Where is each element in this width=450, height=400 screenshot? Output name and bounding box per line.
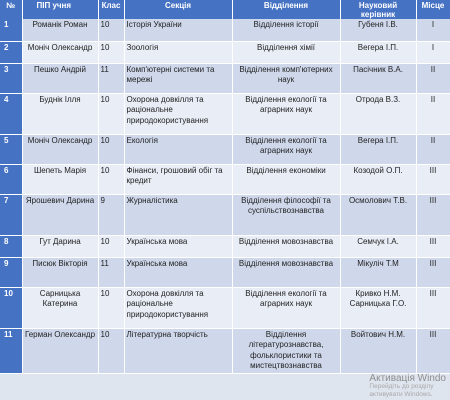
cell-grade: 10	[98, 287, 124, 328]
cell-num: 4	[0, 93, 22, 134]
cell-teacher: Семчук І.А.	[340, 235, 416, 257]
cell-teacher: Осмолович Т.В.	[340, 194, 416, 235]
cell-teacher: Вегера І.П.	[340, 134, 416, 164]
cell-section: Літературна творчість	[124, 328, 232, 373]
cell-place: II	[416, 63, 450, 93]
cell-section: Охорона довкілля та раціональне природокористування	[124, 93, 232, 134]
table-row	[0, 93, 450, 134]
header-section: Секція	[124, 0, 232, 19]
header-dept: Відділення	[232, 0, 340, 19]
cell-teacher: Козодой О.П.	[340, 164, 416, 194]
cell-grade: 10	[98, 134, 124, 164]
cell-name: Буднік Ілля	[22, 93, 98, 134]
cell-num: 10	[0, 287, 22, 328]
cell-teacher: Мікуліч Т.М	[340, 257, 416, 287]
cell-num: 1	[0, 19, 22, 41]
cell-section: Українська мова	[124, 257, 232, 287]
cell-num: 6	[0, 164, 22, 194]
table-row	[0, 164, 450, 194]
cell-dept: Відділення мовознавства	[232, 235, 340, 257]
cell-grade: 10	[98, 93, 124, 134]
cell-num: 8	[0, 235, 22, 257]
header-row	[0, 0, 450, 19]
cell-num: 3	[0, 63, 22, 93]
cell-dept: Відділення комп'ютерних наук	[232, 63, 340, 93]
cell-dept: Відділення мовознавства	[232, 257, 340, 287]
cell-name: Сарницька Катерина	[22, 287, 98, 328]
header-name: ПІП учня	[22, 0, 98, 19]
table-row	[0, 63, 450, 93]
cell-teacher: Губеня І.В.	[340, 19, 416, 41]
cell-dept: Відділення екології та аграрних наук	[232, 134, 340, 164]
cell-name: Романік Роман	[22, 19, 98, 41]
table-row	[0, 19, 450, 41]
cell-place: III	[416, 257, 450, 287]
cell-grade: 10	[98, 41, 124, 63]
cell-grade: 9	[98, 194, 124, 235]
cell-name: Гут Дарина	[22, 235, 98, 257]
cell-teacher: Отрода В.З.	[340, 93, 416, 134]
header-teacher: Науковий керівник	[340, 0, 416, 19]
cell-place: II	[416, 93, 450, 134]
watermark-line-1: Перейдіть до розділу	[369, 383, 434, 390]
cell-place: III	[416, 164, 450, 194]
cell-teacher: Пасічник В.А.	[340, 63, 416, 93]
header-place: Місце	[416, 0, 450, 19]
cell-section: Екологія	[124, 134, 232, 164]
cell-dept: Відділення хімії	[232, 41, 340, 63]
cell-name: Писюк Вікторія	[22, 257, 98, 287]
cell-section: Журналістика	[124, 194, 232, 235]
cell-section: Зоологія	[124, 41, 232, 63]
cell-teacher: Кривко Н.М. Сарницька Г.О.	[340, 287, 416, 328]
cell-dept: Відділення екології та аграрних наук	[232, 287, 340, 328]
cell-place: III	[416, 194, 450, 235]
cell-section: Фінанси, грошовий обіг та кредит	[124, 164, 232, 194]
cell-place: I	[416, 41, 450, 63]
cell-section: Охорона довкілля та раціональне природокористування	[124, 287, 232, 328]
cell-section: Комп'ютерні системи та мережі	[124, 63, 232, 93]
cell-name: Шепеть Марія	[22, 164, 98, 194]
cell-name: Моніч Олександр	[22, 41, 98, 63]
cell-name: Пешко Андрій	[22, 63, 98, 93]
cell-name: Моніч Олександр	[22, 134, 98, 164]
cell-grade: 10	[98, 19, 124, 41]
cell-dept: Відділення історії	[232, 19, 340, 41]
cell-num: 5	[0, 134, 22, 164]
cell-teacher: Вегера І.П.	[340, 41, 416, 63]
header-num: №	[0, 0, 22, 19]
cell-num: 7	[0, 194, 22, 235]
cell-place: III	[416, 287, 450, 328]
cell-dept: Відділення літературознавства, фольклористики та мистецтвознавства	[232, 328, 340, 373]
table-row	[0, 257, 450, 287]
cell-name: Ярошевич Дарина	[22, 194, 98, 235]
cell-section: Історія України	[124, 19, 232, 41]
windows-activation-watermark	[369, 374, 446, 398]
cell-num: 11	[0, 328, 22, 373]
table-row	[0, 41, 450, 63]
header-grade: Клас	[98, 0, 124, 19]
table-row	[0, 134, 450, 164]
cell-grade: 10	[98, 164, 124, 194]
watermark-line-2: активувати Windows.	[369, 390, 433, 398]
table-row	[0, 235, 450, 257]
cell-grade: 11	[98, 63, 124, 93]
cell-place: III	[416, 235, 450, 257]
cell-grade: 10	[98, 235, 124, 257]
table-row	[0, 328, 450, 373]
cell-grade: 11	[98, 257, 124, 287]
cell-dept: Відділення економіки	[232, 164, 340, 194]
cell-grade: 10	[98, 328, 124, 373]
table-row	[0, 194, 450, 235]
cell-num: 2	[0, 41, 22, 63]
cell-place: II	[416, 134, 450, 164]
cell-dept: Відділення екології та аграрних наук	[232, 93, 340, 134]
cell-place: III	[416, 328, 450, 373]
table-row	[0, 287, 450, 328]
watermark-title: Активація Windo	[369, 373, 446, 384]
cell-name: Герман Олександр	[22, 328, 98, 373]
cell-teacher: Войтович Н.М.	[340, 328, 416, 373]
cell-place: I	[416, 19, 450, 41]
cell-dept: Відділення філософії та суспільствознавства	[232, 194, 340, 235]
cell-section: Українська мова	[124, 235, 232, 257]
cell-num: 9	[0, 257, 22, 287]
